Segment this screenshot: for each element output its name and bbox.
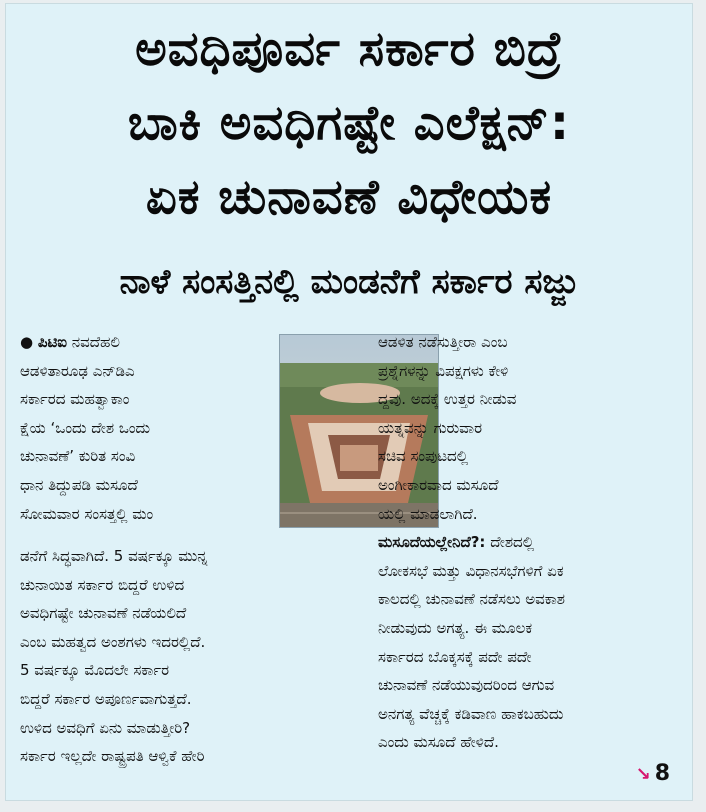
bullet-icon: ●: [20, 333, 34, 351]
text-line: ಆಡಳಿತಾರೂಢ ಎನ್‌ಡಿಎ: [20, 361, 135, 380]
text-line: ಬಿದ್ದರೆ ಸರ್ಕಾರ ಅಪೂರ್ಣವಾಗುತ್ತದೆ.: [20, 689, 192, 708]
text-line: ಚುನಾವಣೆ’ ಕುರಿತ ಸಂವಿ: [20, 447, 136, 466]
text-line: ಯತ್ನವನ್ನು ಗುರುವಾರ: [378, 418, 483, 437]
text-line: ಎಂದು ಮಸೂದೆ ಹೇಳಿದೆ.: [378, 733, 499, 752]
text-line: ಸರ್ಕಾರ ಇಲ್ಲದೇ ರಾಷ್ಟ್ರಪತಿ ಆಳ್ವಿಕೆ ಹೇರಿ: [20, 747, 205, 766]
byline: ಪಿಟಿಐ: [37, 333, 67, 351]
news-clipping: [6, 4, 692, 800]
article-column-1-continued: [20, 542, 366, 771]
section-first-word: ದೇಶದಲ್ಲಿ: [490, 533, 535, 552]
section-label: ಮಸೂದೆಯಲ್ಲೇನಿದೆ?:: [378, 533, 486, 552]
text-line: ಕ್ಷೆಯ ‘ಒಂದು ದೇಶ ಒಂದು: [20, 418, 151, 437]
text-line: ಅಂಗೀಕಾರವಾದ ಮಸೂದೆ: [378, 475, 499, 494]
article-column-2: [378, 328, 678, 757]
byline-line: [20, 328, 268, 357]
text-line: ಎಂಬ ಮಹತ್ವದ ಅಂಶಗಳು ಇದರಲ್ಲಿದೆ.: [20, 632, 206, 651]
dateline: ನವದೆಹಲಿ: [71, 333, 120, 351]
section-heading-line: [378, 528, 678, 557]
headline-line: ಏಕ ಚುನಾವಣೆ ವಿಧೇಯಕ: [145, 169, 553, 225]
text-line: ಧಾನ ತಿದ್ದುಪಡಿ ಮಸೂದೆ: [20, 475, 138, 494]
continued-on-page: [636, 761, 670, 786]
continued-page-number: 8: [654, 761, 670, 786]
headline: [14, 12, 684, 234]
text-line: ಯಲ್ಲಿ ಮಾಡಲಾಗಿದೆ.: [378, 504, 478, 523]
text-line: ಡನೆಗೆ ಸಿದ್ಧವಾಗಿದೆ. 5 ವರ್ಷಕ್ಕೂ ಮುನ್ನ: [20, 547, 208, 565]
text-line: ಸರ್ಕಾರದ ಮಹತ್ವಾಕಾಂ: [20, 390, 130, 409]
subheadline: ನಾಳೆ ಸಂಸತ್ತಿನಲ್ಲಿ ಮಂಡನೆಗೆ ಸರ್ಕಾರ ಸಜ್ಜು: [119, 262, 579, 302]
text-line: ಅವಧಿಗಷ್ಟೇ ಚುನಾವಣೆ ನಡೆಯಲಿದೆ: [20, 604, 187, 623]
text-line: ಕಾಲದಲ್ಲಿ ಚುನಾವಣೆ ನಡೆಸಲು ಅವಕಾಶ: [378, 590, 566, 609]
article-column-1: [20, 328, 268, 528]
arrow-down-right-icon: ↘: [635, 764, 651, 785]
text-line: ನೀಡುವುದು ಅಗತ್ಯ. ಈ ಮೂಲಕ: [378, 618, 533, 637]
text-line: ಸೋಮವಾರ ಸಂಸತ್ತಲ್ಲಿ ಮಂ: [20, 504, 154, 523]
text-line: ಪ್ರಶ್ನೆಗಳನ್ನು ವಿಪಕ್ಷಗಳು ಕೇಳಿ: [378, 361, 509, 380]
text-line: ಲೋಕಸಭೆ ಮತ್ತು ವಿಧಾನಸಭೆಗಳಿಗೆ ಏಕ: [378, 561, 564, 580]
headline-line: ಅವಧಿಪೂರ್ವ ಸರ್ಕಾರ ಬಿದ್ರೆ: [135, 21, 563, 77]
text-line: ಸರ್ಕಾರದ ಬೊಕ್ಕಸಕ್ಕೆ ಪದೇ ಪದೇ: [378, 647, 532, 666]
text-line: ಉಳಿದ ಅವಧಿಗೆ ಏನು ಮಾಡುತ್ತೀರಿ?: [20, 718, 191, 737]
text-line: ದ್ದವು. ಅದಕ್ಕೆ ಉತ್ತರ ನೀಡುವ: [378, 390, 517, 409]
text-line: ಚುನಾಯಿತ ಸರ್ಕಾರ ಬಿದ್ದರೆ ಉಳಿದ: [20, 575, 185, 594]
text-line: ಚುನಾವಣೆ ನಡೆಯುವುದರಿಂದ ಆಗುವ: [378, 676, 555, 695]
headline-line: ಬಾಕಿ ಅವಧಿಗಷ್ಟೇ ಎಲೆಕ್ಷನ್:: [127, 95, 571, 151]
text-line: 5 ವರ್ಷಕ್ಕೂ ಮೊದಲೇ ಸರ್ಕಾರ: [20, 661, 170, 680]
text-line: ಅನಗತ್ಯ ವೆಚ್ಚಕ್ಕೆ ಕಡಿವಾಣ ಹಾಕಬಹುದು: [378, 704, 564, 723]
text-line: ಆಡಳಿತ ನಡೆಸುತ್ತೀರಾ ಎಂಬ: [378, 333, 508, 351]
text-line: ಸಚಿವ ಸಂಪುಟದಲ್ಲಿ: [378, 447, 469, 466]
